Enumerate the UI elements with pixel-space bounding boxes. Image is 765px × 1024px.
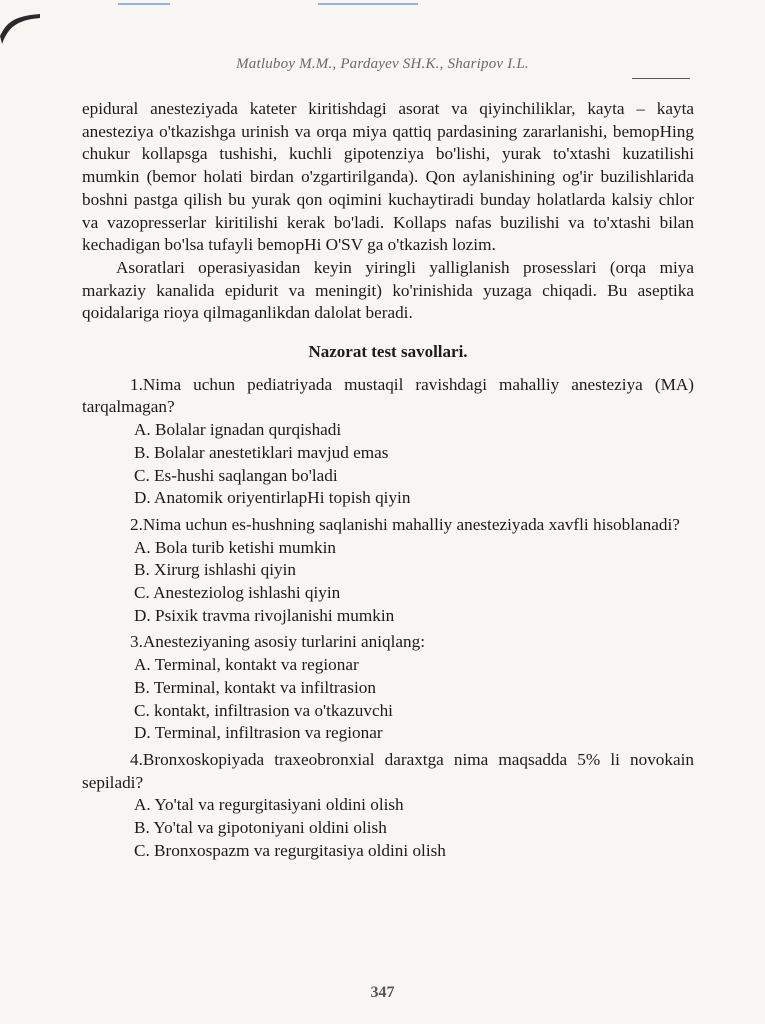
question-3-option-d: D. Terminal, infiltrasion va regionar (134, 723, 383, 743)
question-2-option-a: A. Bola turib ketishi mumkin (134, 537, 336, 557)
top-rule-right (318, 3, 418, 5)
question-2-option-b: B. Xirurg ishlashi qiyin (134, 560, 297, 580)
body-paragraph-2: Asoratlari operasiyasidan keyin yiringli yalliglanish prosesslari (orqa miya markaziy kanalida epidurit va meningit) ko'rinishida yuzaga chiqadi. Bu aseptika qoidalariga rioya qilmaganlikdan dalolat beradi. (82, 257, 694, 323)
scan-corner-mark (0, 0, 42, 44)
body-paragraph-1: epidural anesteziyada kateter kiritishdagi asorat va qiyinchiliklar, kayta – kayta anesteziya o'tkazishga urinish va orqa miya qattiq pardasining zararlanishi, bemopHing chukur kollapsga tushishi, kuchli gipotenziya bo'lishi, yurak to'xtashi kuzatilishi mumkin (bemor holati birdan o'zgartirilganda). Qon aylanishining og'ir buzilishlarida boshni pastga qilish bu yurak qon oqimini kuchaytiradi bunday holatlarda kalsiy chlor va vazopresserlar kiritilishi kerak bo'ladi. Kollaps nafas buzilishi va to'xtashi bilan kechadigan bo'lsa tufayli bemopHi O'SV ga o'tkazish lozim. (82, 99, 694, 255)
question-3: 3.Anesteziyaning asosiy turlarini aniqlang: (130, 632, 425, 652)
question-1-option-b: B. Bolalar anestetiklari mavjud emas (134, 442, 389, 462)
running-header: Matluboy M.M., Pardayev SH.K., Sharipov I.L. (236, 56, 529, 72)
question-1: 1.Nima uchun pediatriyada mustaqil ravishdagi mahalliy anesteziya (MA) tarqalmagan? (82, 374, 694, 417)
header-rule (632, 78, 690, 79)
question-1-option-c: C. Es-hushi saqlangan bo'ladi (134, 465, 338, 485)
question-3-option-c: C. kontakt, infiltrasion va o'tkazuvchi (134, 700, 393, 720)
top-rule-left (118, 3, 170, 5)
question-3-option-a: A. Terminal, kontakt va regionar (134, 655, 359, 675)
question-4-option-b: B. Yo'tal va gipotoniyani oldini olish (134, 818, 387, 838)
question-2-option-c: C. Anesteziolog ishlashi qiyin (134, 583, 341, 603)
question-4-option-a: A. Yo'tal va regurgitasiyani oldini olish (134, 795, 404, 815)
section-title: Nazorat test savollari. (308, 342, 468, 362)
page-number: 347 (370, 984, 395, 1001)
question-1-option-d: D. Anatomik oriyentirlapHi topish qiyin (134, 488, 411, 508)
question-4: 4.Bronxoskopiyada traxeobronxial daraxtga nima maqsadda 5% li novokain sepiladi? (82, 749, 694, 792)
question-2: 2.Nima uchun es-hushning saqlanishi mahalliy anesteziyada xavfli hisoblanadi? (130, 514, 680, 534)
question-2-option-d: D. Psixik travma rivojlanishi mumkin (134, 605, 395, 625)
question-1-option-a: A. Bolalar ignadan qurqishadi (134, 420, 342, 440)
question-3-option-b: B. Terminal, kontakt va infiltrasion (134, 677, 376, 697)
page-body (82, 98, 694, 863)
question-4-option-c: C. Bronxospazm va regurgitasiya oldini olish (134, 840, 446, 860)
